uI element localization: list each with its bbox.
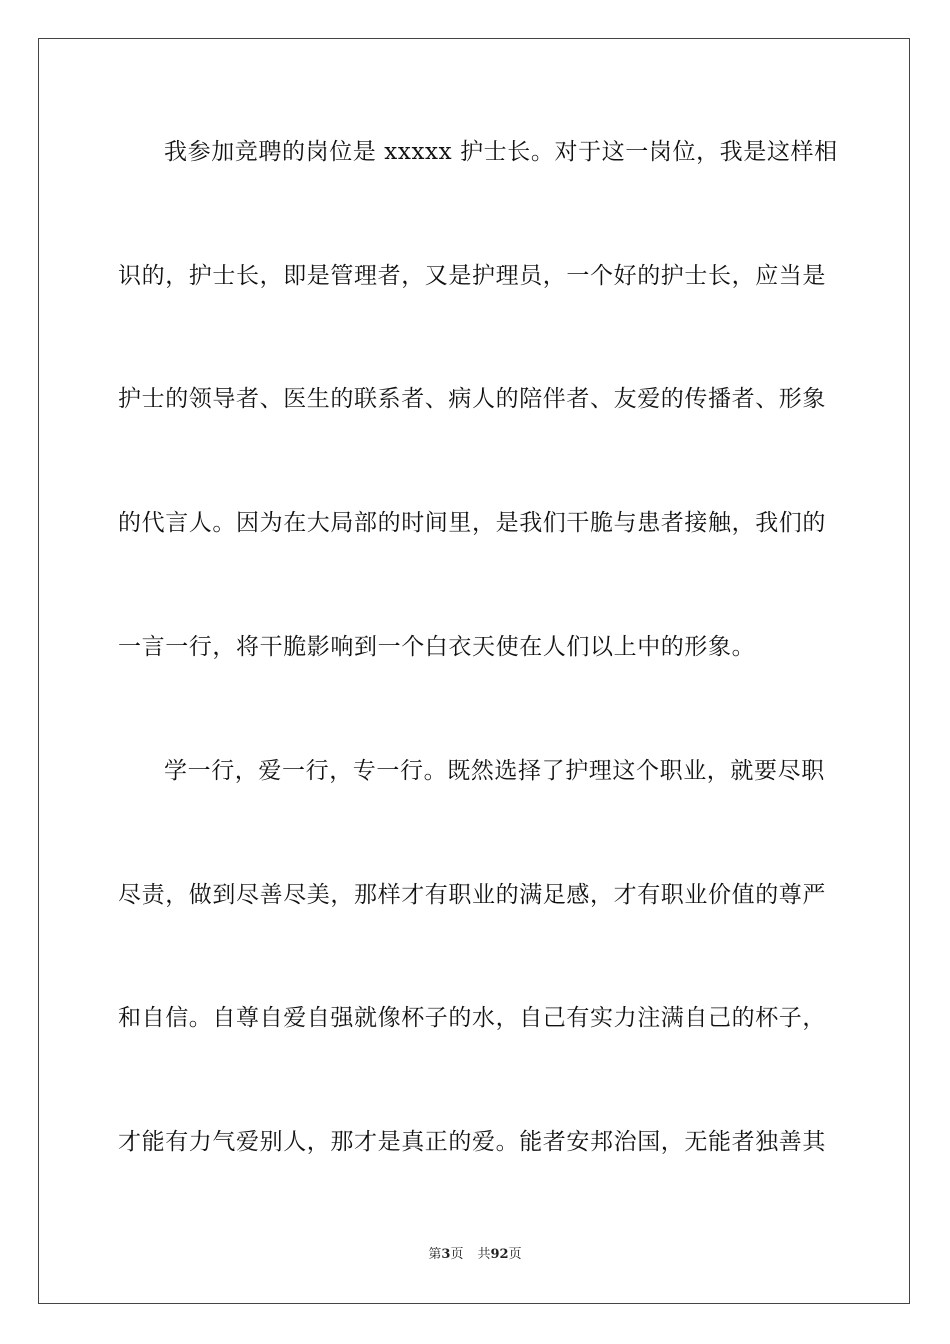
paragraph-1-line-3: 护士的领导者、医生的联系者、病人的陪伴者、友爱的传播者、形象 [118,386,826,412]
total-label-suffix: 页 [508,1247,522,1262]
page-label-prefix: 第 [428,1247,442,1262]
paragraph-2-line-3: 和自信。自尊自爱自强就像杯子的水，自己有实力注满自己的杯子， [118,1005,826,1031]
paragraph-1-line-1: 我参加竞聘的岗位是 xxxxx 护士长。对于这一岗位，我是这样相 [164,139,838,165]
paragraph-1-line-2: 识的，护士长，即是管理者，又是护理员，一个好的护士长，应当是 [118,263,826,289]
page-label-suffix: 页 [450,1247,464,1262]
page-number: 3 [441,1247,451,1262]
paragraph-1-line-5: 一言一行，将干脆影响到一个白衣天使在人们以上中的形象。 [118,634,756,660]
paragraph-2-line-4: 才能有力气爱别人，那才是真正的爱。能者安邦治国，无能者独善其 [118,1129,826,1155]
paragraph-2-line-1: 学一行，爱一行，专一行。既然选择了护理这个职业，就要尽职 [164,758,825,784]
page-footer [0,1246,950,1264]
paragraph-1-line-4: 的代言人。因为在大局部的时间里，是我们干脆与患者接触，我们的 [118,510,826,536]
total-pages: 92 [490,1247,509,1262]
page-border [38,38,910,1304]
total-label-prefix: 共 [477,1247,491,1262]
paragraph-2-line-2: 尽责，做到尽善尽美，那样才有职业的满足感，才有职业价值的尊严 [118,882,826,908]
